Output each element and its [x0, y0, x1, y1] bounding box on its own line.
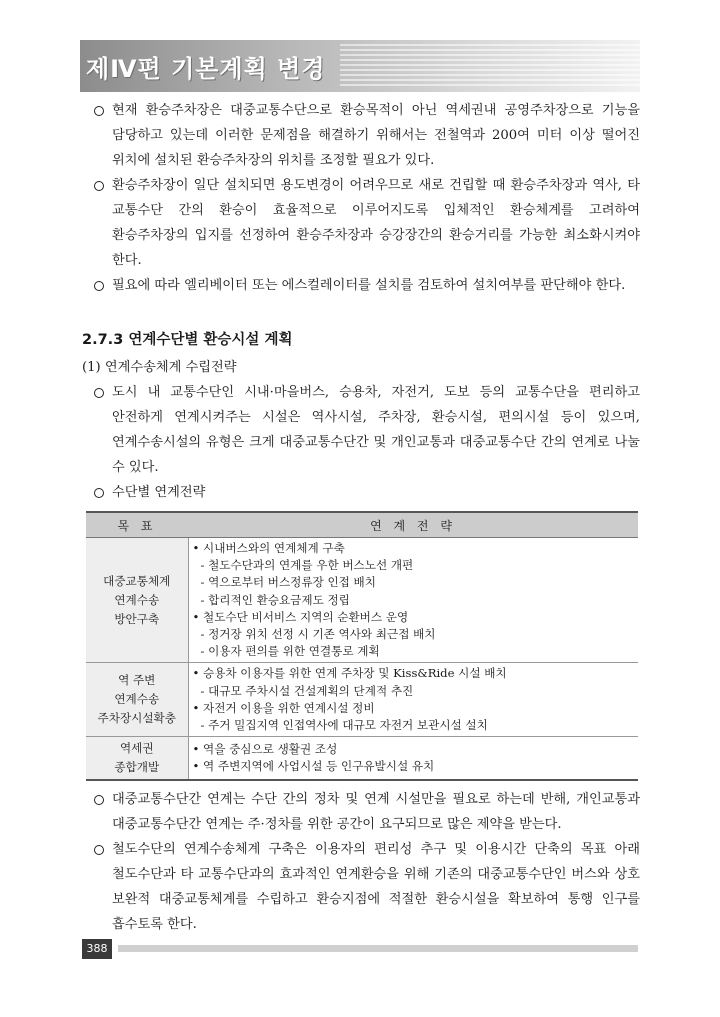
- strategy-cell: [188, 737, 638, 781]
- goal-text: 역 주변: [118, 673, 156, 688]
- strategy-item: • 역 주변지역에 사업시설 등 인구유발시설 유치: [192, 759, 435, 774]
- strategy-subitem: - 이용자 편의를 위한 연결통로 계획: [200, 644, 380, 659]
- bullet-text: 수단별 연계전략: [112, 485, 206, 500]
- goal-text: 연계수송: [114, 692, 160, 707]
- strategy-subitem: - 합리적인 환승요금제도 정립: [200, 592, 350, 607]
- strategy-subitem: - 대규모 주차시설 건설계획의 단계적 추진: [200, 683, 414, 698]
- strategy-subitem: - 철도수단과의 연계를 우한 버스노선 개편: [200, 558, 414, 573]
- strategy-subitem: - 정거장 위치 선정 시 기존 역사와 최근접 배치: [200, 627, 436, 642]
- subsection-title: (1) 연계수송체계 수립전략: [82, 360, 237, 375]
- strategy-cell: [188, 538, 638, 663]
- circle-bullet-icon: [94, 181, 104, 191]
- strategy-header: 연 계 전 략: [188, 512, 638, 538]
- table-row: [86, 737, 638, 781]
- table-row: [86, 663, 638, 737]
- footer-bar: [118, 945, 638, 952]
- bullet-text: 환승주차장이 일단 설치되면 용도변경이 어려우므로 새로 건립할 때 환승주차장과 역사, 타 교통수단 간의 환승이 효율적으로 이루어지도록 입체적인 환승체계를 고려하여 환승주차장의 입지를 선정하여 환승주차장과 승강장간의 환승거리를 가능한 최소화시켜야 한다.: [112, 178, 640, 268]
- strategy-table: [86, 511, 638, 781]
- strategy-item: • 시내버스와의 연계체계 구축: [192, 541, 345, 555]
- goal-text: 방안구축: [114, 611, 160, 626]
- page-footer: [80, 939, 640, 961]
- strategy-subitem: - 주거 밀집지역 인접역사에 대규모 자전거 보관시설 설치: [200, 718, 488, 733]
- circle-bullet-icon: [94, 281, 104, 291]
- bullet-paragraph: [80, 380, 640, 480]
- section-title: 2.7.3 연계수단별 환승시설 계획: [82, 332, 293, 348]
- goal-text: 역세권: [119, 741, 154, 756]
- bullet-text: 현재 환승주차장은 대중교통수단으로 환승목적이 아닌 역세권내 공영주차장으로 기능을 담당하고 있는데 이러한 문제점을 해결하기 위해서는 전철역과 200여 미터 이상 떨어진 위치에 설치된 환승주차장의 위치를 조정할 필요가 있다.: [112, 103, 640, 168]
- circle-bullet-icon: [94, 106, 104, 116]
- chapter-title: 제Ⅳ편 기본계획 변경: [86, 55, 326, 83]
- page-number: 388: [82, 939, 112, 959]
- strategy-item: • 역을 중심으로 생활권 조성: [192, 742, 338, 757]
- bullet-paragraph: [80, 480, 640, 505]
- goal-cell: [86, 737, 188, 781]
- page-content: [80, 98, 640, 937]
- circle-bullet-icon: [94, 388, 104, 398]
- bullet-paragraph: [80, 837, 640, 937]
- goal-text: 연계수송: [114, 592, 160, 607]
- circle-bullet-icon: [94, 488, 104, 498]
- goal-cell: [86, 538, 188, 663]
- bullet-paragraph: [80, 273, 640, 298]
- strategy-cell: [188, 663, 638, 737]
- bullet-paragraph: [80, 787, 640, 837]
- strategy-item: • 철도수단 비서비스 지역의 순환버스 운영: [192, 609, 409, 624]
- bullet-text: 필요에 따라 엘리베이터 또는 에스컬레이터를 설치를 검토하여 설치여부를 판단해야 한다.: [112, 278, 626, 293]
- goal-cell: [86, 663, 188, 737]
- circle-bullet-icon: [94, 845, 104, 855]
- header-stripes: [340, 44, 640, 88]
- bullet-paragraph: [80, 173, 640, 273]
- circle-bullet-icon: [94, 795, 104, 805]
- goal-text: 주차장시설확충: [97, 711, 176, 726]
- bullet-text: 도시 내 교통수단인 시내·마을버스, 승용차, 자전거, 도보 등의 교통수단을 편리하고 안전하게 연계시켜주는 시설은 역사시설, 주차장, 환승시설, 편의시설 등이 있으며, 연계수송시설의 유형은 크게 대중교통수단간 및 개인교통과 대중교통수단 간의 연계로 나눌 수 있다.: [112, 385, 640, 475]
- table-header-row: [86, 512, 638, 538]
- bullet-text: 대중교통수단간 연계는 수단 간의 정차 및 연계 시설만을 필요로 하는데 반해, 개인교통과 대중교통수단간 연계는 주·정차를 위한 공간이 요구되므로 많은 제약을 받는다.: [112, 792, 640, 833]
- chapter-header: [80, 40, 640, 92]
- strategy-subitem: - 역으로부터 버스정류장 인접 배치: [200, 575, 376, 590]
- goal-header: 목 표: [86, 512, 188, 538]
- strategy-item: • 자전거 이용을 위한 연계시설 정비: [192, 700, 375, 715]
- table-row: [86, 538, 638, 663]
- goal-text: 종합개발: [114, 760, 160, 775]
- bullet-paragraph: [80, 98, 640, 173]
- goal-text: 대중교통체계: [103, 573, 171, 588]
- strategy-item: • 승용차 이용자를 위한 연계 주차장 및 Kiss&Ride 시설 배치: [192, 666, 507, 681]
- bullet-text: 철도수단의 연계수송체계 구축은 이용자의 편리성 추구 및 이용시간 단축의 목표 아래 철도수단과 타 교통수단과의 효과적인 연계환승을 위해 기존의 대중교통수단인 버스와 상호 보완적 대중교통체계를 수립하고 환승지점에 적절한 환승시설을 확보하여 통행 인구를 흡수토록 한다.: [112, 842, 640, 933]
